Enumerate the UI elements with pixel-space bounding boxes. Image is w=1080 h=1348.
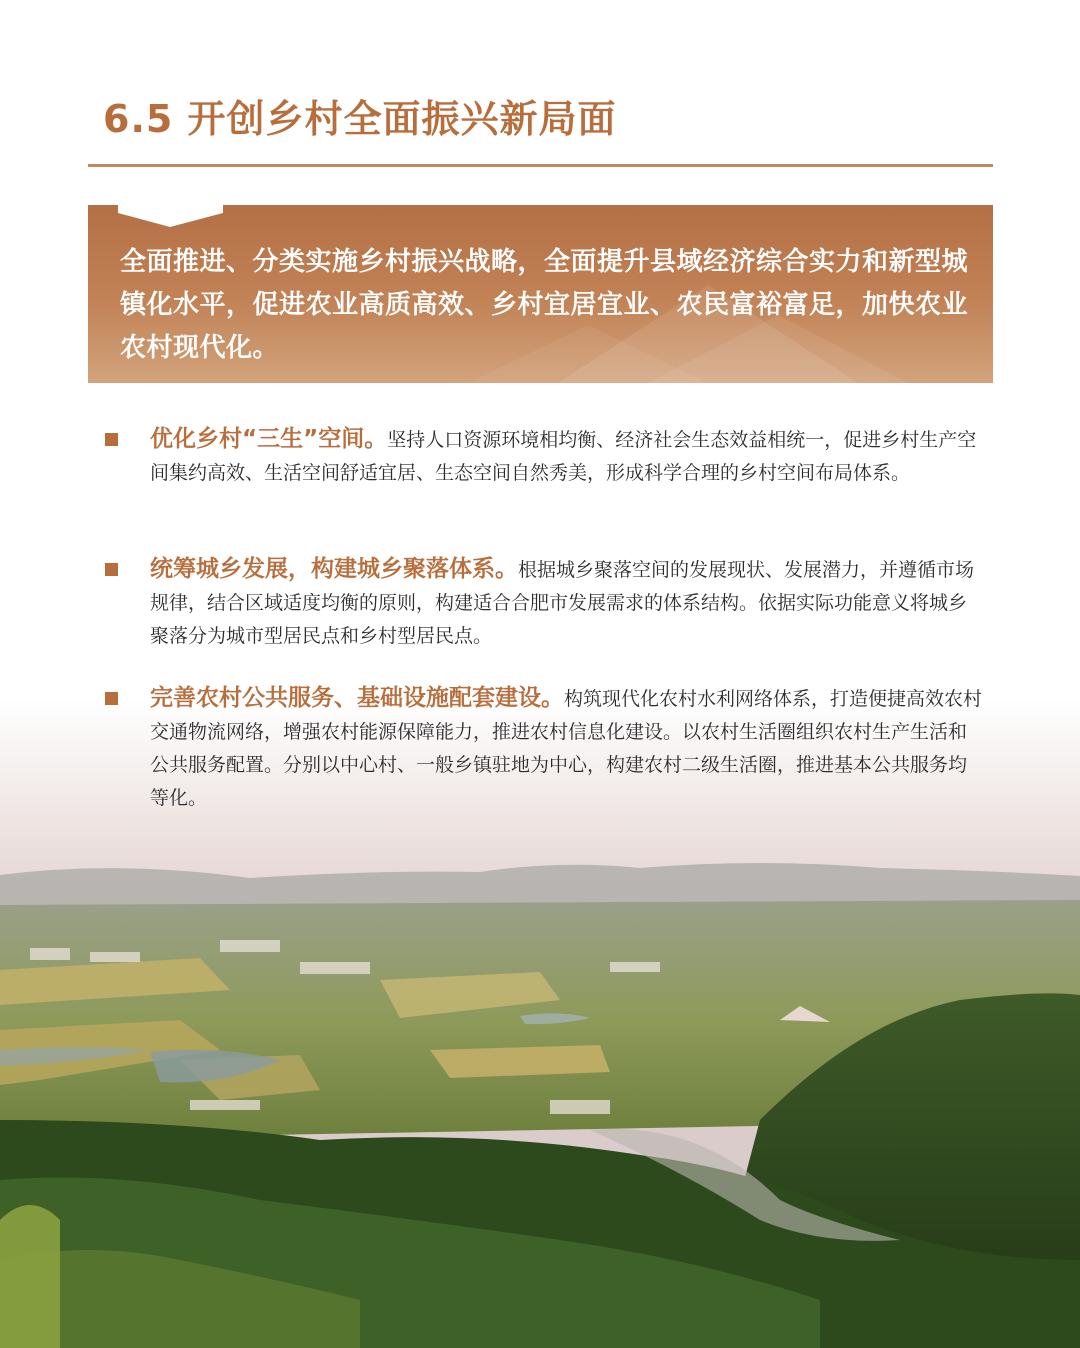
bullet-square-icon <box>105 692 118 705</box>
item-text <box>150 682 985 815</box>
item-text <box>150 553 985 653</box>
item-heading: 优化乡村“三生”空间。 <box>150 426 388 452</box>
summary-banner <box>88 205 993 383</box>
page-title: 6.5 开创乡村全面振兴新局面 <box>103 97 617 141</box>
title-divider <box>88 164 993 167</box>
item-body: 坚持人口资源环境相均衡、经济社会生态效益相统一，促进乡村生产空间集约高效、生活空间舒适宜居、生态空间自然秀美，形成科学合理的乡村空间布局体系。 <box>150 429 977 484</box>
item-heading: 完善农村公共服务、基础设施配套建设。 <box>150 685 564 711</box>
item-text <box>150 423 985 490</box>
item-body: 构筑现代化农村水利网络体系，打造便捷高效农村交通物流网络，增强农村能源保障能力，推进农村信息化建设。以农村生活圈组织农村生产生活和公共服务配置。分别以中心村、一般乡镇驻地为中心，构建农村二级生活圈，推进基本公共服务均等化。 <box>150 688 983 809</box>
banner-text: 全面推进、分类实施乡村振兴战略，全面提升县域经济综合实力和新型城镇化水平，促进农业高质高效、乡村宜居宜业、农民富裕富足，加快农业农村现代化。 <box>120 247 969 363</box>
bullet-square-icon <box>105 433 118 446</box>
item-heading: 统筹城乡发展，构建城乡聚落体系。 <box>150 556 518 582</box>
bullet-square-icon <box>105 563 118 576</box>
item-body: 根据城乡聚落空间的发展现状、发展潜力，并遵循市场规律，结合区域适度均衡的原则，构建适合合肥市发展需求的体系结构。依据实际功能意义将城乡聚落分为城市型居民点和乡村型居民点。 <box>150 559 975 647</box>
list-item <box>105 423 985 490</box>
list-item <box>105 553 985 653</box>
list-item <box>105 682 985 815</box>
